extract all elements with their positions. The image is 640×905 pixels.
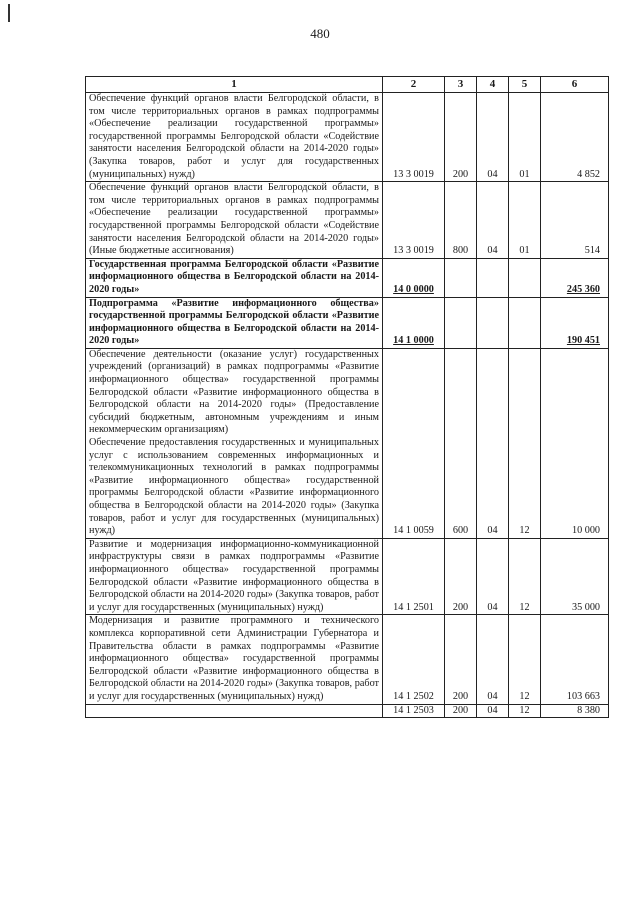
table-row bbox=[86, 348, 609, 538]
row-description bbox=[86, 704, 383, 718]
row-col-4: 04 bbox=[477, 538, 509, 615]
row-col-3: 600 bbox=[445, 348, 477, 538]
header-col-1: 1 bbox=[86, 77, 383, 93]
row-code: 14 1 2503 bbox=[383, 704, 445, 718]
row-col-4 bbox=[477, 297, 509, 348]
row-col-4 bbox=[477, 258, 509, 297]
row-col-4: 04 bbox=[477, 615, 509, 704]
description-paragraph: Обеспечение функций органов власти Белгородской области, в том числе территориальных органов в рамках подпрограммы «Обеспечение реализации государственной программы» государственной программы Белгородской области «Содействие занятости населения Белгородской области на 2014-2020 годы» (Закупка товаров, работ и услуг для государственных (муниципальных) нужд) bbox=[89, 93, 379, 180]
header-col-4: 4 bbox=[477, 77, 509, 93]
row-col-4: 04 bbox=[477, 182, 509, 259]
scan-mark bbox=[8, 4, 10, 22]
table-row bbox=[86, 182, 609, 259]
header-col-2: 2 bbox=[383, 77, 445, 93]
row-col-3: 200 bbox=[445, 538, 477, 615]
row-amount: 514 bbox=[541, 182, 609, 259]
description-paragraph: Государственная программа Белгородской области «Развитие информационного общества в Белгородской области на 2014-2020 годы» bbox=[89, 258, 379, 295]
description-paragraph: Обеспечение деятельности (оказание услуг) государственных учреждений (организаций) в рамках подпрограммы «Развитие информационного общества» государственной программы Белгородской области «Развитие информационного общества в Белгородской области на 2014-2020 годы» (Предоставление субсидий бюджетным, автономным учреждениям и иным некоммерческим организациям) bbox=[89, 348, 379, 436]
row-description bbox=[86, 182, 383, 259]
row-col-5: 01 bbox=[509, 182, 541, 259]
table-row bbox=[86, 93, 609, 182]
description-paragraph: Развитие и модернизация информационно-коммуникационной инфраструктуры связи в рамках подпрограммы «Развитие информационного общества» государственной программы Белгородской области «Развитие информационного общества в Белгородской области на 2014-2020 годы» (Закупка товаров, работ и услуг для государственных (муниципальных) нужд) bbox=[89, 538, 379, 613]
row-col-3: 200 bbox=[445, 615, 477, 704]
table-row bbox=[86, 538, 609, 615]
budget-table bbox=[85, 76, 609, 718]
header-col-5: 5 bbox=[509, 77, 541, 93]
row-code: 14 1 0000 bbox=[383, 297, 445, 348]
row-amount: 103 663 bbox=[541, 615, 609, 704]
description-paragraph: Подпрограмма «Развитие информационного общества» государственной программы Белгородской области «Развитие информационного общества в Белгородской области на 2014-2020 годы» bbox=[89, 297, 379, 347]
row-description bbox=[86, 615, 383, 704]
page-number: 480 bbox=[310, 26, 330, 41]
row-description bbox=[86, 297, 383, 348]
table-row bbox=[86, 297, 609, 348]
row-amount: 8 380 bbox=[541, 704, 609, 718]
row-col-4: 04 bbox=[477, 93, 509, 182]
row-code: 14 1 2502 bbox=[383, 615, 445, 704]
description-paragraph: Обеспечение функций органов власти Белгородской области, в том числе территориальных органов в рамках подпрограммы «Обеспечение реализации государственной программы» государственной программы Белгородской области «Содействие занятости населения Белгородской области на 2014-2020 годы» (Иные бюджетные ассигнования) bbox=[89, 182, 379, 257]
header-col-6: 6 bbox=[541, 77, 609, 93]
row-amount: 10 000 bbox=[541, 348, 609, 538]
description-paragraph: Модернизация и развитие программного и технического комплекса корпоративной сети Администрации Губернатора и Правительства области в рамках подпрограммы «Развитие информационного общества» государственной программы Белгородской области «Развитие информационного общества в Белгородской области на 2014-2020 годы» (Закупка товаров, работ и услуг для государственных (муниципальных) нужд) bbox=[89, 615, 379, 702]
row-col-3: 200 bbox=[445, 704, 477, 718]
row-col-5 bbox=[509, 258, 541, 297]
row-description bbox=[86, 93, 383, 182]
row-description bbox=[86, 348, 383, 538]
table-header-row bbox=[86, 77, 609, 93]
row-col-5: 12 bbox=[509, 615, 541, 704]
row-col-3: 200 bbox=[445, 93, 477, 182]
description-paragraph: Обеспечение предоставления государственных и муниципальных услуг с использованием современных информационных и телекоммуникационных технологий в рамках подпрограммы «Развитие информационного общества» государственной программы Белгородской области «Развитие информационного общества в Белгородской области на 2014-2020 годы» (Закупка товаров, работ и услуг для государственных (муниципальных) нужд) bbox=[89, 437, 379, 537]
table-row bbox=[86, 704, 609, 718]
row-col-3 bbox=[445, 258, 477, 297]
row-code: 14 1 0059 bbox=[383, 348, 445, 538]
row-code: 13 3 0019 bbox=[383, 93, 445, 182]
row-code: 14 0 0000 bbox=[383, 258, 445, 297]
row-code: 14 1 2501 bbox=[383, 538, 445, 615]
row-col-5: 01 bbox=[509, 93, 541, 182]
row-col-3: 800 bbox=[445, 182, 477, 259]
row-code: 13 3 0019 bbox=[383, 182, 445, 259]
row-col-5: 12 bbox=[509, 704, 541, 718]
row-amount: 35 000 bbox=[541, 538, 609, 615]
table-row bbox=[86, 615, 609, 704]
table-row bbox=[86, 258, 609, 297]
row-amount: 190 451 bbox=[541, 297, 609, 348]
row-col-4: 04 bbox=[477, 348, 509, 538]
row-col-3 bbox=[445, 297, 477, 348]
row-description bbox=[86, 538, 383, 615]
row-col-4: 04 bbox=[477, 704, 509, 718]
header-col-3: 3 bbox=[445, 77, 477, 93]
row-col-5 bbox=[509, 297, 541, 348]
row-amount: 245 360 bbox=[541, 258, 609, 297]
row-col-5: 12 bbox=[509, 538, 541, 615]
row-amount: 4 852 bbox=[541, 93, 609, 182]
row-col-5: 12 bbox=[509, 348, 541, 538]
row-description bbox=[86, 258, 383, 297]
